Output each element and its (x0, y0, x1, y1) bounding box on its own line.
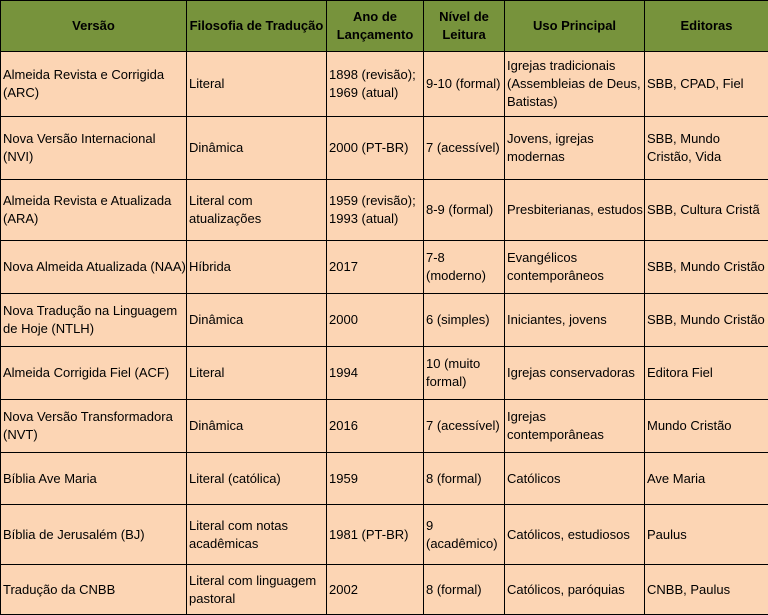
cell-uso: Igrejas conservadoras (505, 347, 645, 400)
cell-filosofia: Dinâmica (187, 117, 327, 180)
cell-versao: Almeida Revista e Atualizada (ARA) (1, 180, 187, 241)
cell-editoras: SBB, Cultura Cristã (645, 180, 768, 241)
cell-nivel: 9-10 (formal) (424, 52, 505, 117)
cell-ano: 1959 (327, 453, 424, 505)
cell-filosofia: Literal (187, 52, 327, 117)
header-ano: Ano de Lançamento (327, 1, 424, 52)
header-versao: Versão (1, 1, 187, 52)
table-row (1, 347, 768, 400)
table-row (1, 505, 768, 565)
cell-ano: 1981 (PT-BR) (327, 505, 424, 565)
header-filosofia: Filosofia de Tradução (187, 1, 327, 52)
cell-editoras: Editora Fiel (645, 347, 768, 400)
cell-nivel: 8 (formal) (424, 453, 505, 505)
cell-versao: Bíblia Ave Maria (1, 453, 187, 505)
header-uso: Uso Principal (505, 1, 645, 52)
cell-uso: Igrejas contemporâneas (505, 400, 645, 453)
table-row (1, 117, 768, 180)
header-editoras: Editoras (645, 1, 768, 52)
cell-uso: Evangélicos contemporâneos (505, 241, 645, 294)
cell-versao: Nova Versão Internacional (NVI) (1, 117, 187, 180)
cell-nivel: 7-8 (moderno) (424, 241, 505, 294)
cell-uso: Iniciantes, jovens (505, 294, 645, 347)
cell-uso: Católicos, paróquias (505, 565, 645, 615)
table-row (1, 180, 768, 241)
cell-ano: 1959 (revisão); 1993 (atual) (327, 180, 424, 241)
cell-ano: 2017 (327, 241, 424, 294)
cell-versao: Nova Almeida Atualizada (NAA) (1, 241, 187, 294)
cell-filosofia: Literal com linguagem pastoral (187, 565, 327, 615)
cell-nivel: 7 (acessível) (424, 400, 505, 453)
cell-filosofia: Híbrida (187, 241, 327, 294)
table-row (1, 294, 768, 347)
cell-editoras: Paulus (645, 505, 768, 565)
cell-versao: Almeida Corrigida Fiel (ACF) (1, 347, 187, 400)
cell-nivel: 10 (muito formal) (424, 347, 505, 400)
cell-uso: Católicos (505, 453, 645, 505)
cell-filosofia: Literal com atualizações (187, 180, 327, 241)
cell-ano: 1994 (327, 347, 424, 400)
cell-editoras: SBB, Mundo Cristão, Vida (645, 117, 768, 180)
cell-ano: 2000 (PT-BR) (327, 117, 424, 180)
table-row (1, 400, 768, 453)
cell-versao: Almeida Revista e Corrigida (ARC) (1, 52, 187, 117)
cell-ano: 2000 (327, 294, 424, 347)
header-row (1, 1, 768, 52)
cell-uso: Jovens, igrejas modernas (505, 117, 645, 180)
cell-nivel: 7 (acessível) (424, 117, 505, 180)
cell-editoras: SBB, Mundo Cristão (645, 241, 768, 294)
cell-editoras: Mundo Cristão (645, 400, 768, 453)
cell-ano: 2016 (327, 400, 424, 453)
cell-nivel: 8 (formal) (424, 565, 505, 615)
cell-editoras: Ave Maria (645, 453, 768, 505)
table-row (1, 241, 768, 294)
cell-filosofia: Literal (católica) (187, 453, 327, 505)
cell-filosofia: Dinâmica (187, 400, 327, 453)
cell-nivel: 6 (simples) (424, 294, 505, 347)
header-nivel: Nível de Leitura (424, 1, 505, 52)
cell-filosofia: Literal com notas acadêmicas (187, 505, 327, 565)
table-row (1, 453, 768, 505)
cell-nivel: 8-9 (formal) (424, 180, 505, 241)
cell-versao: Tradução da CNBB (1, 565, 187, 615)
table-row (1, 565, 768, 615)
cell-uso: Igrejas tradicionais (Assembleias de Deus, Batistas) (505, 52, 645, 117)
cell-versao: Bíblia de Jerusalém (BJ) (1, 505, 187, 565)
cell-ano: 2002 (327, 565, 424, 615)
cell-editoras: CNBB, Paulus (645, 565, 768, 615)
cell-editoras: SBB, Mundo Cristão (645, 294, 768, 347)
cell-uso: Católicos, estudiosos (505, 505, 645, 565)
cell-versao: Nova Versão Transformadora (NVT) (1, 400, 187, 453)
cell-filosofia: Dinâmica (187, 294, 327, 347)
cell-uso: Presbiterianas, estudos (505, 180, 645, 241)
cell-ano: 1898 (revisão); 1969 (atual) (327, 52, 424, 117)
cell-versao: Nova Tradução na Linguagem de Hoje (NTLH) (1, 294, 187, 347)
cell-nivel: 9 (acadêmico) (424, 505, 505, 565)
cell-editoras: SBB, CPAD, Fiel (645, 52, 768, 117)
cell-filosofia: Literal (187, 347, 327, 400)
table-row (1, 52, 768, 117)
